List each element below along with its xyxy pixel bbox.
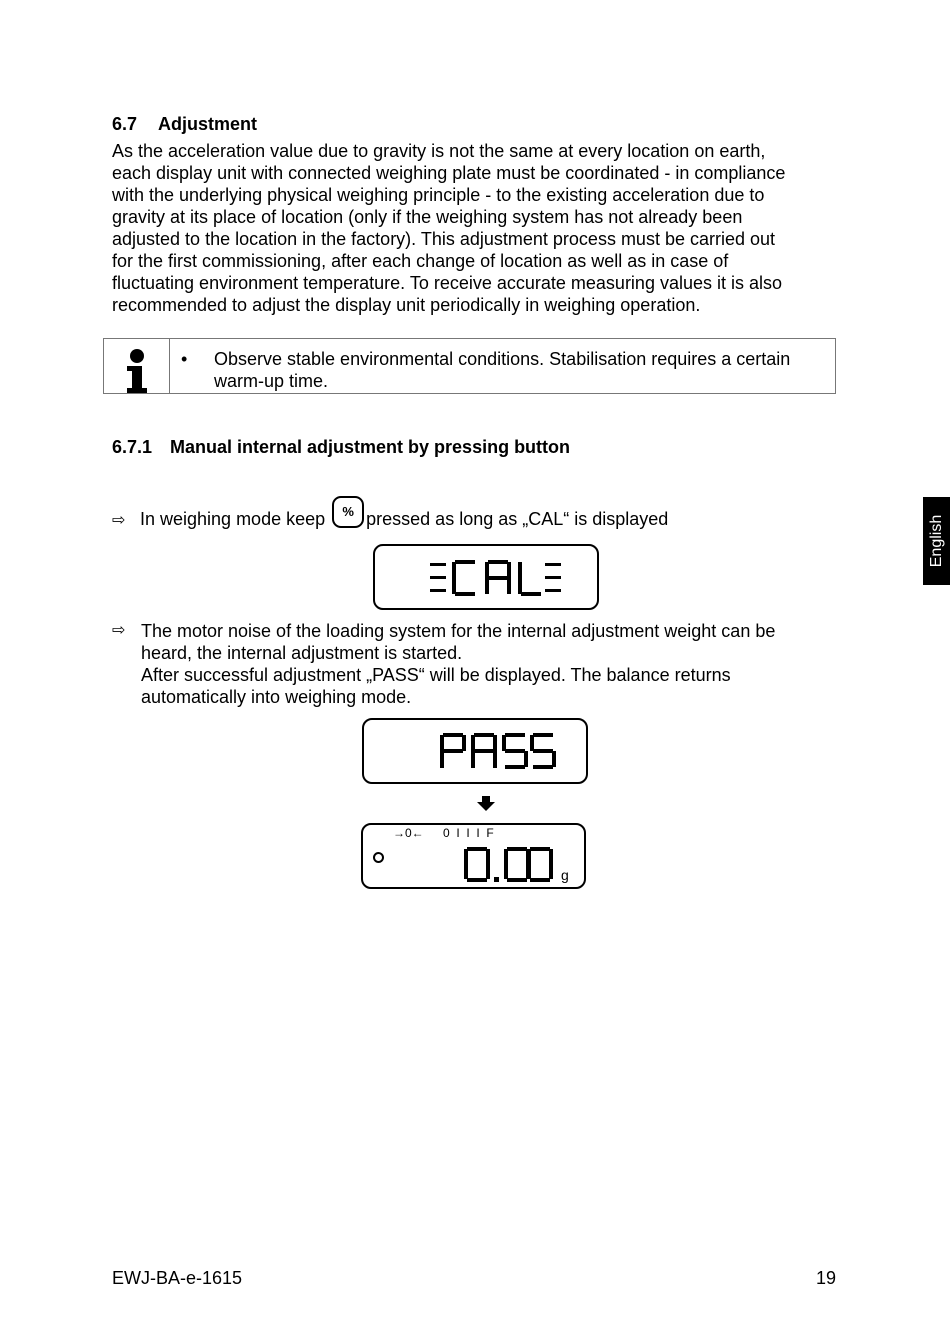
weigh-value-text: 0.00: [363, 825, 365, 826]
status-indicators: 0 I I I F: [443, 826, 494, 840]
note-icon-cell: [104, 339, 170, 393]
cal-display: [373, 544, 599, 610]
section-number: 6.7: [112, 114, 138, 134]
key-label: %: [342, 504, 354, 519]
paragraph-line: fluctuating environment temperature. To receive accurate measuring values it is also: [112, 273, 783, 293]
subsection-heading: [112, 437, 570, 458]
bullet: •: [181, 349, 188, 369]
note-bullet-text: Observe stable environmental conditions. Stabilisation requires a certain warm-up time.: [214, 349, 791, 391]
language-tab-label: English: [927, 514, 945, 568]
paragraph-line: As the acceleration value due to gravity is not the same at every location on earth,: [112, 141, 766, 161]
footer-doc-id: EWJ-BA-e-1615: [112, 1268, 243, 1288]
cal-segment-readout: [375, 546, 597, 608]
step-1-text-after: pressed as long as „CAL“ is displayed: [366, 509, 669, 529]
paragraph-line: recommended to adjust the display unit periodically in weighing operation.: [112, 295, 701, 315]
section-title: Adjustment: [158, 114, 257, 134]
percent-key-icon: [332, 496, 364, 528]
step-2: [112, 620, 852, 708]
paragraph-line: adjusted to the location in the factory). This adjustment process must be carried out: [112, 229, 776, 249]
down-arrow-icon: [476, 796, 496, 812]
step-2-line: heard, the internal adjustment is started.: [141, 643, 463, 663]
paragraph-line: each display unit with connected weighing plate must be coordinated - in compliance: [112, 163, 786, 183]
paragraph-line: with the underlying physical weighing principle - to the existing acceleration due to: [112, 185, 765, 205]
footer-page-number: 19: [816, 1268, 837, 1288]
step-1-text-before: In weighing mode keep: [140, 509, 326, 529]
step-1: [112, 496, 668, 532]
pass-segment-readout: [364, 720, 586, 782]
paragraph-line: for the first commissioning, after each change of location as well as in case of: [112, 251, 729, 271]
section-heading: [112, 114, 257, 135]
pass-display: [362, 718, 588, 784]
step-arrow-icon: ⇨: [112, 622, 126, 639]
step-2-line: The motor noise of the loading system for the internal adjustment weight can be: [141, 621, 776, 641]
language-tab: [923, 497, 950, 585]
paragraph-line: gravity at its place of location (only if the weighing system has not already been: [112, 207, 743, 227]
zero-indicator: →0←: [393, 826, 424, 840]
unit-label: g: [561, 867, 569, 883]
subsection-number: 6.7.1: [112, 437, 153, 457]
note-box: [103, 338, 836, 394]
step-arrow-icon: ⇨: [112, 512, 126, 529]
info-icon: [104, 339, 169, 395]
subsection-title: Manual internal adjustment by pressing button: [170, 437, 571, 457]
step-2-line: After successful adjustment „PASS“ will be displayed. The balance returns: [141, 665, 731, 685]
step-2-text: [141, 620, 852, 708]
step-2-line: automatically into weighing mode.: [141, 687, 412, 707]
section-paragraph: [112, 140, 852, 316]
weighing-display: [361, 823, 586, 889]
cal-text: CAL: [375, 546, 377, 547]
weigh-segment-readout: [363, 825, 584, 887]
pass-text: PASS: [364, 720, 367, 721]
